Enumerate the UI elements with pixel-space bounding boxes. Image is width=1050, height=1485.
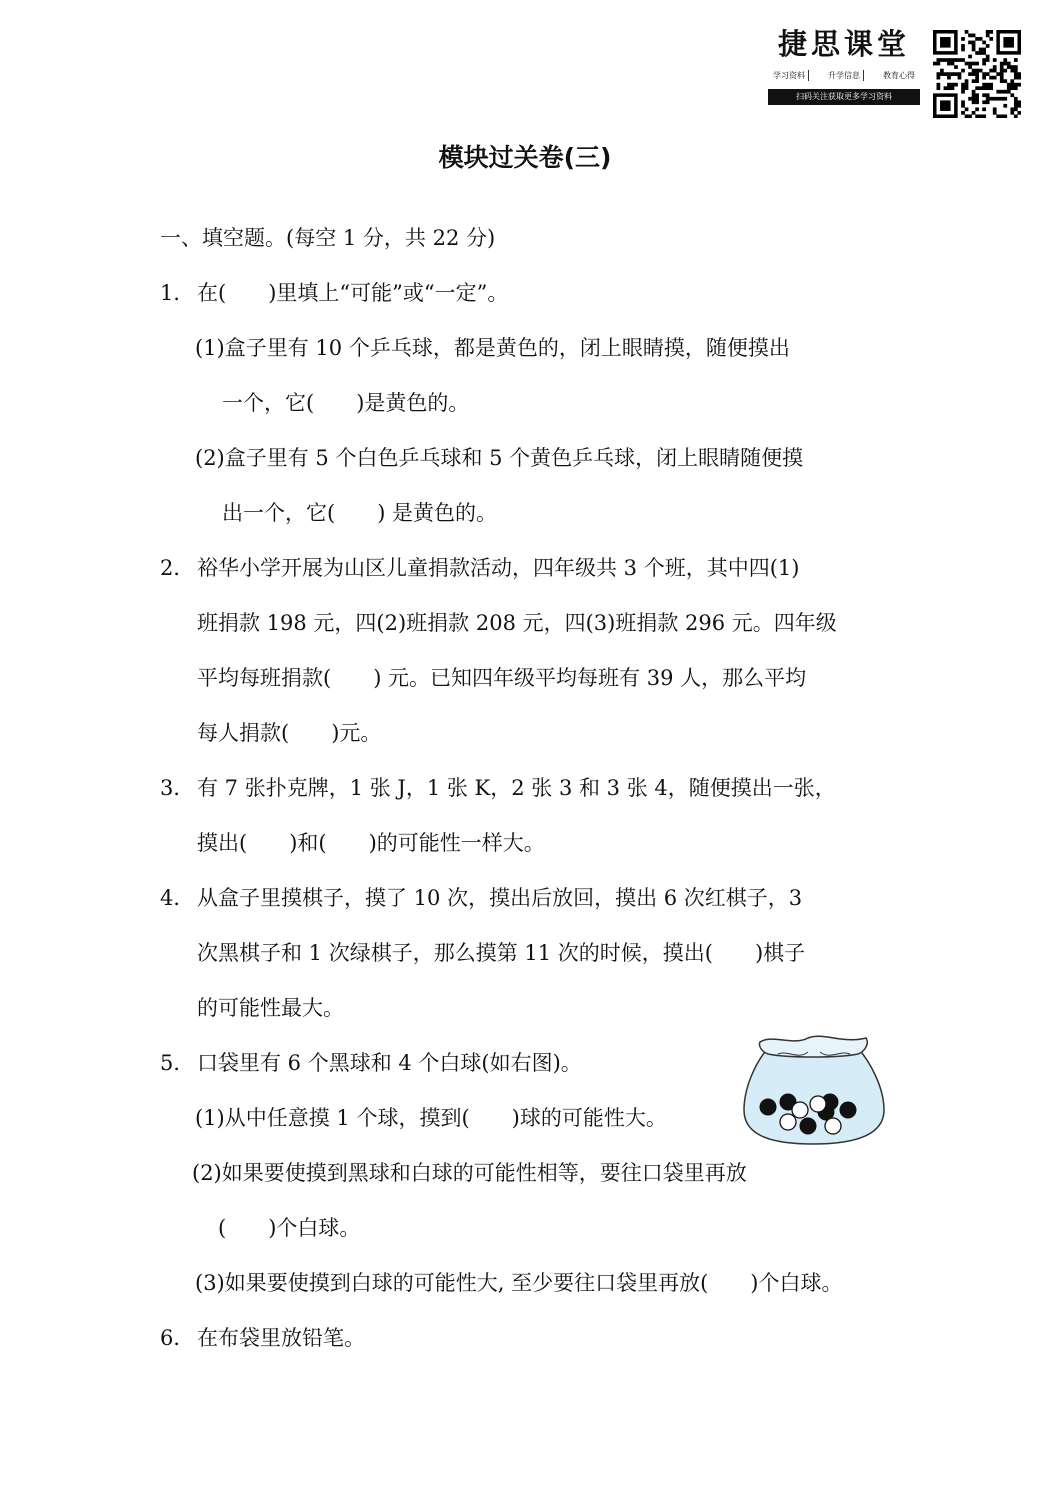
white-ball [825,1118,841,1134]
question-number: 3． [160,776,195,800]
question-number: 6． [160,1326,195,1350]
black-ball [760,1099,776,1115]
brand-banner: 扫码关注获取更多学习资料 [768,89,920,105]
page-title: 模块过关卷(三) [438,143,612,172]
question-4-line: 从盒子里摸棋子，摸了 10 次，摸出后放回，摸出 6 次红棋子，3 [197,886,803,910]
question-3-line: 摸出( )和( )的可能性一样大。 [197,831,545,855]
bag-rim-icon [759,1036,867,1057]
brand-links [768,70,920,81]
ball-bag-figure [738,1032,888,1150]
question-2-line: 班捐款 198 元，四(2)班捐款 208 元，四(3)班捐款 296 元。四年级 [197,611,837,635]
question-5-part-3: (3)如果要使摸到白球的可能性大, 至少要往口袋里再放( )个白球。 [195,1271,843,1295]
question-4-line: 次黑棋子和 1 次绿棋子，那么摸第 11 次的时候，摸出( )棋子 [197,941,806,965]
question-3-line: 有 7 张扑克牌，1 张 J，1 张 K，2 张 3 和 3 张 4，随便摸出一张， [197,776,836,800]
question-1-part-1-cont: 一个，它( )是黄色的。 [222,391,470,415]
brand-block [768,24,920,105]
section-heading: 一、填空题。(每空 1 分，共 22 分) [160,226,496,250]
brand-link[interactable]: 升学信息 [825,70,864,81]
question-1-part-2-cont: 出一个，它( ) 是黄色的。 [222,501,498,525]
question-5-part-2-cont: ( )个白球。 [218,1216,361,1240]
question-2-line: 裕华小学开展为山区儿童捐款活动，四年级共 3 个班，其中四(1) [197,556,800,580]
question-6-stem: 在布袋里放铅笔。 [197,1326,365,1350]
qr-code-icon[interactable] [933,30,1021,118]
question-number: 1． [160,281,195,305]
question-5-part-1: (1)从中任意摸 1 个球，摸到( )球的可能性大。 [195,1106,667,1130]
question-number: 5． [160,1051,195,1075]
brand-name: 捷思课堂 [777,27,910,61]
white-ball [792,1102,808,1118]
question-1-part-1: (1)盒子里有 10 个乒乓球，都是黄色的，闭上眼睛摸，随便摸出 [195,336,790,360]
question-5-stem: 口袋里有 6 个黑球和 4 个白球(如右图)。 [197,1051,582,1075]
black-ball [800,1118,816,1134]
brand-link[interactable]: 学习资料 [770,70,809,81]
question-2-line: 平均每班捐款( ) 元。已知四年级平均每班有 39 人，那么平均 [197,666,807,690]
question-number: 2． [160,556,195,580]
white-ball [780,1114,796,1130]
question-1-stem: 在( )里填上“可能”或“一定”。 [197,281,509,305]
question-4-line: 的可能性最大。 [197,996,344,1020]
question-2-line: 每人捐款( )元。 [197,721,382,745]
question-1-part-2: (2)盒子里有 5 个白色乒乓球和 5 个黄色乒乓球，闭上眼睛随便摸 [195,446,804,470]
question-number: 4． [160,886,195,910]
question-5-part-2: (2)如果要使摸到黑球和白球的可能性相等，要往口袋里再放 [192,1161,747,1185]
white-ball [810,1096,826,1112]
black-ball [840,1102,856,1118]
brand-link[interactable]: 教育心得 [883,71,915,80]
